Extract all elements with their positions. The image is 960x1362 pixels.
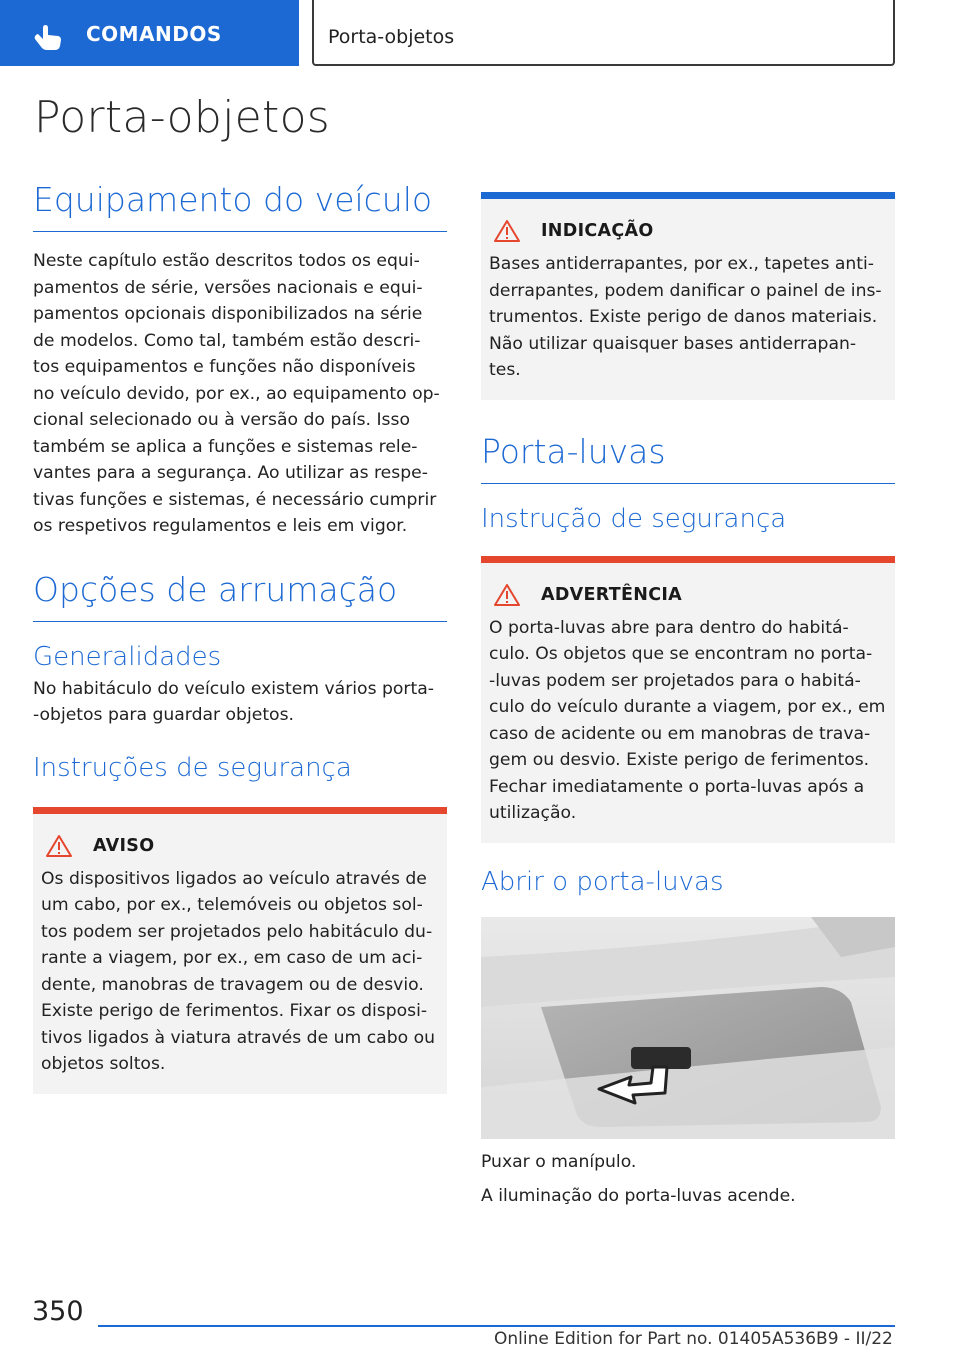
warning-triangle-icon: [45, 834, 73, 858]
warning-triangle-icon: [493, 583, 521, 607]
section-title-glovebox: Porta-luvas: [481, 432, 895, 484]
warning-box-aviso: [33, 807, 447, 1094]
right-column: [481, 192, 895, 1210]
text-line: Os dispositivos ligados ao veículo através de: [41, 868, 427, 889]
hand-pointer-icon: [32, 22, 66, 52]
notice-header: [489, 583, 887, 607]
text-line: Bases antiderrapantes, por ex., tapetes anti-: [489, 254, 875, 274]
text-line: Não utilizar quaisquer bases antiderrapan-: [489, 333, 857, 354]
left-column: [33, 180, 447, 1094]
footer-edition: Online Edition for Part no. 01405A536B9 - II/22: [494, 1329, 893, 1349]
text-line: rante a viagem, por ex., em caso de um aci-: [41, 948, 423, 968]
text-line: tos equipamentos e funções não disponíveis: [33, 357, 416, 377]
page-header: [0, 0, 960, 66]
page-title: Porta-objetos: [34, 92, 331, 143]
glovebox-illustration: [481, 917, 895, 1139]
text-line: trumentos. Existe perigo de danos materiais.: [489, 307, 878, 327]
subsection-title-safety: Instruções de segurança: [33, 752, 352, 783]
text-line: pamentos opcionais disponibilizados na série: [33, 304, 423, 324]
section-title-storage: Opções de arrumação: [33, 570, 447, 622]
text-line: derrapantes, podem danificar o painel de ins-: [489, 280, 882, 301]
page-number: 350: [32, 1296, 84, 1327]
text-line: vantes para a segurança. Ao utilizar as respe-: [33, 463, 428, 483]
text-line: Existe perigo de ferimentos. Fixar os disposi-: [41, 1001, 428, 1021]
text-line: culo. Os objetos que se encontram no porta-: [489, 644, 873, 664]
notice-header: [41, 834, 439, 858]
text-line: gem ou desvio. Existe perigo de ferimentos.: [489, 750, 870, 770]
text-line: tos podem ser projetados pelo habitáculo du-: [41, 921, 433, 942]
text-line: também se aplica a funções e sistemas rele-: [33, 436, 418, 457]
breadcrumb-label: Porta-objetos: [328, 26, 455, 48]
notice-text: [489, 251, 887, 384]
text-line: utilização.: [489, 803, 577, 823]
subsection-title-open-glovebox: Abrir o porta-luvas: [481, 866, 724, 897]
notice-text: [489, 615, 887, 827]
general-text: [33, 676, 447, 729]
text-line: O porta-luvas abre para dentro do habitá-: [489, 617, 849, 638]
text-line: os respetivos regulamentos e leis em vigor.: [33, 516, 408, 536]
text-line: Neste capítulo estão descritos todos os equi-: [33, 251, 420, 271]
text-line: um cabo, por ex., telemóveis ou objetos sol-: [41, 895, 423, 915]
text-line: -objetos para guardar objetos.: [33, 705, 294, 725]
chapter-tab[interactable]: [0, 0, 299, 66]
subsection-title-safety-instruction: Instrução de segurança: [481, 503, 787, 534]
subsection-title-general: Generalidades: [33, 641, 222, 672]
text-line: Fechar imediatamente o porta-luvas após a: [489, 776, 865, 797]
notice-title: INDICAÇÃO: [541, 221, 654, 241]
notice-text: [41, 866, 439, 1078]
breadcrumb[interactable]: [312, 0, 895, 66]
info-box-indicacao: [481, 192, 895, 400]
chapter-label: COMANDOS: [86, 22, 222, 46]
notice-title: AVISO: [93, 835, 155, 856]
section-title-equipment: Equipamento do veículo: [33, 180, 447, 232]
text-line: no veículo devido, por ex., ao equipamento op-: [33, 383, 440, 404]
glovebox-photo: [481, 917, 895, 1139]
warning-triangle-icon: [493, 219, 521, 243]
text-line: No habitáculo do veículo existem vários porta-: [33, 678, 434, 699]
text-line: tes.: [489, 360, 521, 380]
text-line: objetos soltos.: [41, 1054, 166, 1074]
text-line: cional selecionado ou à versão do país. Isso: [33, 410, 410, 430]
text-line: -luvas podem ser projetados para o habitá-: [489, 670, 861, 691]
equipment-text: [33, 248, 447, 540]
notice-title: ADVERTÊNCIA: [541, 584, 682, 605]
notice-header: [489, 219, 887, 243]
text-line: dente, manobras de travagem ou de desvio.: [41, 974, 424, 995]
text-line: de modelos. Como tal, também estão descri-: [33, 330, 421, 351]
text-line: tivos ligados à viatura através de um cabo ou: [41, 1027, 435, 1048]
caption-pull-handle: Puxar o manípulo.: [481, 1151, 637, 1172]
warning-box-advertencia: [481, 556, 895, 843]
caption-light: A iluminação do porta-luvas acende.: [481, 1186, 796, 1206]
text-line: tivas funções e sistemas, é necessário cumprir: [33, 489, 437, 510]
text-line: culo do veículo durante a viagem, por ex., em: [489, 697, 886, 717]
text-line: caso de acidente ou em manobras de trava-: [489, 723, 871, 744]
footer-divider: [98, 1325, 895, 1327]
text-line: pamentos de série, versões nacionais e equi-: [33, 277, 423, 298]
